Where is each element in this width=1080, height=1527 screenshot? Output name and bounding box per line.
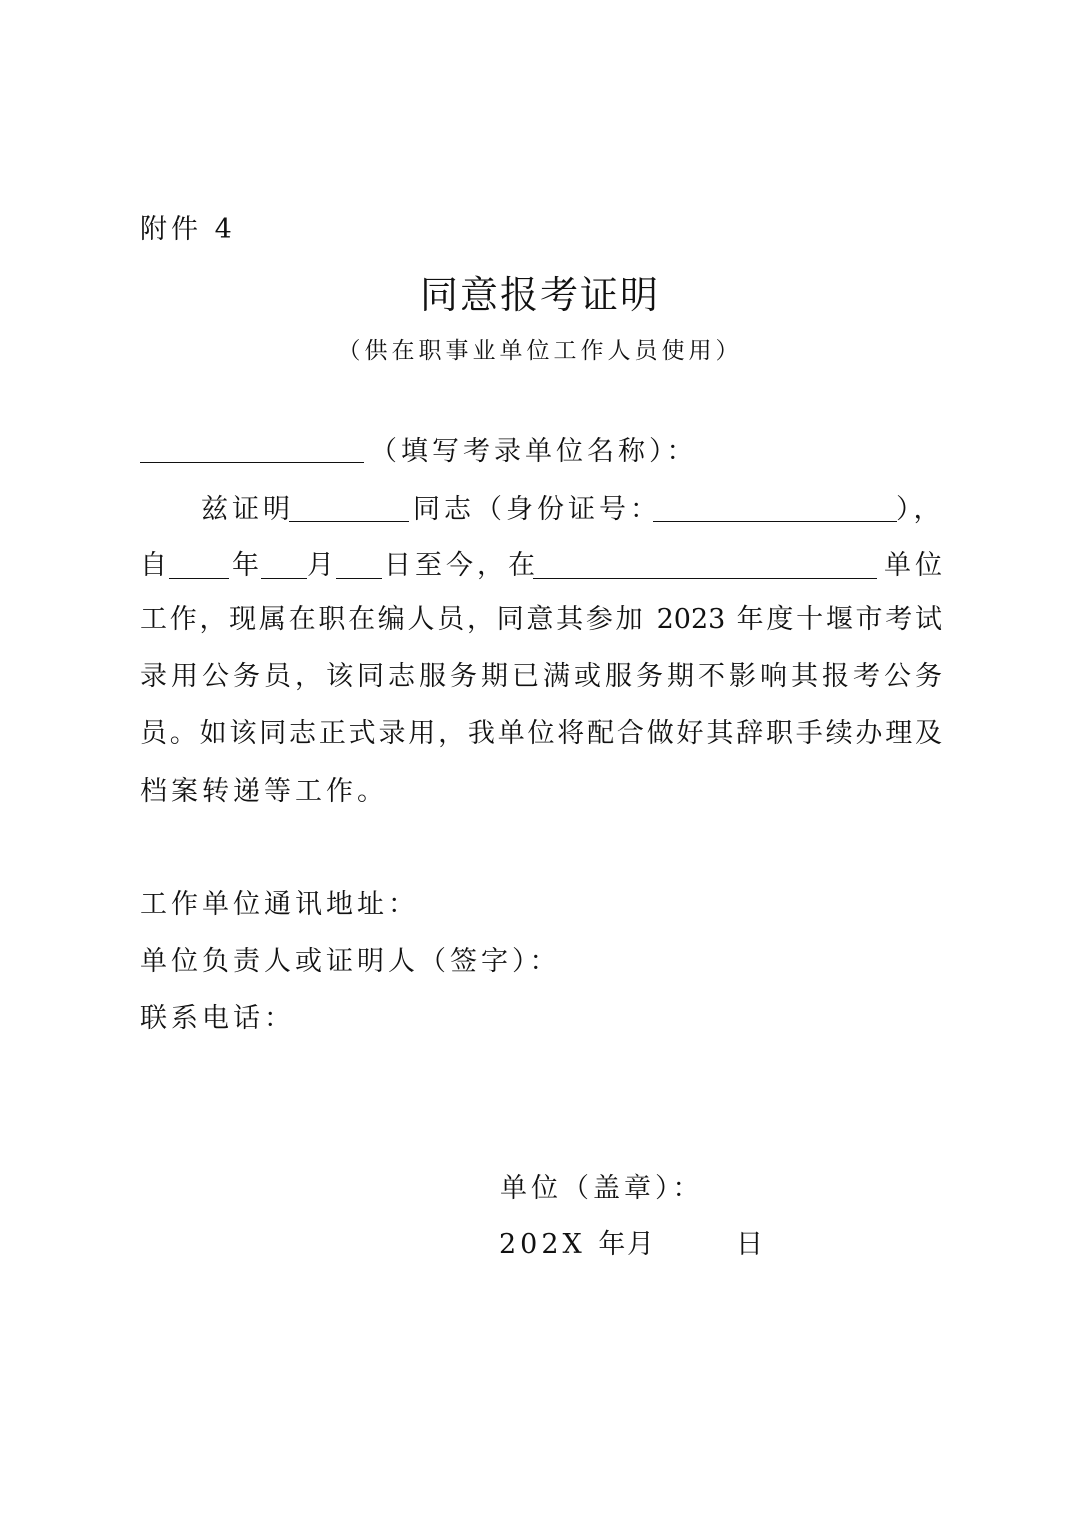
paragraph-line-4: 录用公务员，该同志服务期已满或服务期不影响其报考公务 <box>140 661 942 692</box>
attachment-label: 附件 4 <box>140 214 236 245</box>
seal-label: 单位（盖章）： <box>500 1173 704 1204</box>
start-year-blank[interactable] <box>169 578 229 579</box>
unit-label: 单位 <box>884 550 946 581</box>
addressee-blank[interactable] <box>140 462 364 463</box>
year-label: 年 <box>232 550 263 581</box>
id-number-blank[interactable] <box>653 521 897 522</box>
name-blank[interactable] <box>289 521 409 522</box>
comrade-id-label: 同志（身份证号： <box>413 494 661 525</box>
date-month: 月 <box>627 1229 658 1260</box>
work-address-label: 工作单位通讯地址： <box>140 889 419 920</box>
employer-blank[interactable] <box>533 578 877 579</box>
signer-label: 单位负责人或证明人（签字）： <box>140 946 561 977</box>
phone-label: 联系电话： <box>140 1003 295 1034</box>
page-subtitle: （供在职事业单位工作人员使用） <box>337 338 743 364</box>
date-year: 202X 年 <box>499 1229 630 1260</box>
paragraph-line-5: 员。如该同志正式录用，我单位将配合做好其辞职手续办理及 <box>140 718 942 749</box>
since-label: 自 <box>140 550 171 581</box>
until-now-label: 日至今，在 <box>384 550 539 581</box>
start-month-blank[interactable] <box>261 578 307 579</box>
page-title: 同意报考证明 <box>419 273 660 317</box>
id-close-paren: ）， <box>896 494 945 525</box>
addressee-hint: （填写考录单位名称）： <box>370 436 698 467</box>
month-label: 月 <box>307 550 338 581</box>
date-day: 日 <box>736 1229 767 1260</box>
paragraph-line-6: 档案转递等工作。 <box>140 776 388 807</box>
certify-intro: 兹证明 <box>201 494 294 525</box>
start-day-blank[interactable] <box>336 578 382 579</box>
paragraph-line-3: 工作，现属在职在编人员，同意其参加 2023 年度十堰市考试 <box>140 604 942 635</box>
